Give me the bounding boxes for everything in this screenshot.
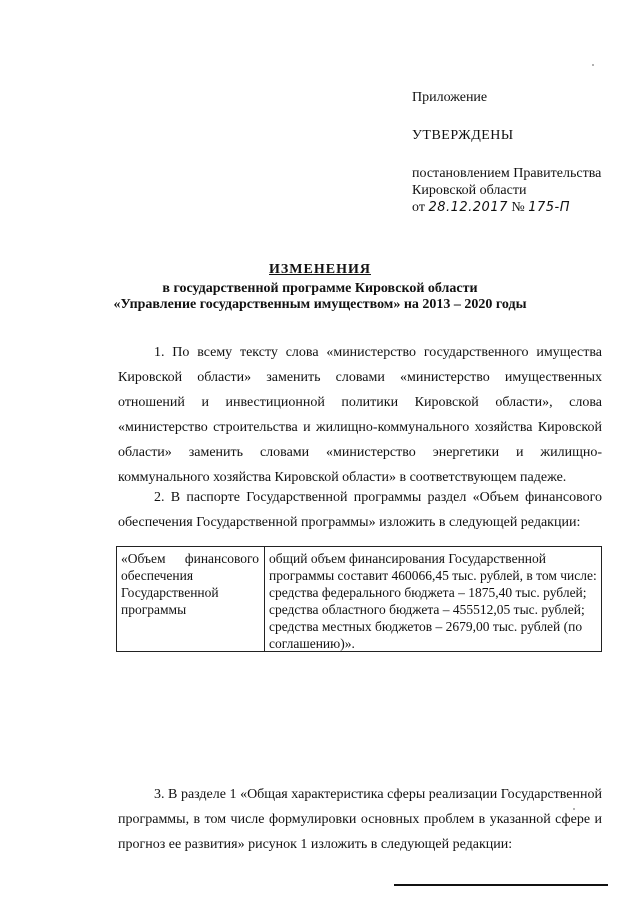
financing-table-values bbox=[269, 550, 599, 652]
financing-federal: средства федерального бюджета – 1875,40 тыс. рублей; bbox=[269, 585, 587, 600]
paragraph-2: 2. В паспорте Государственной программы раздел «Объем финансового обеспечения Государственной программы» изложить в следующей редакции: bbox=[118, 490, 602, 530]
approved-label: УТВЕРЖДЕНЫ bbox=[412, 128, 514, 143]
document-subtitle-1: в государственной программе Кировской области bbox=[162, 281, 478, 296]
appendix-label: Приложение bbox=[412, 90, 488, 105]
paragraph-1: 1. По всему тексту слова «министерство государственного имущества Кировской области» заменить словами «министерство имущественных отношений и инвестиционной политики Кировской области», слова «министерство строительства и жилищно-коммунального хозяйства Кировской области» заменить словами «министерство энергетики и жилищно-коммунального хозяйства Кировской области» в соответствующем падеже. bbox=[118, 345, 602, 485]
date-prefix: от bbox=[412, 200, 425, 215]
approval-block bbox=[412, 89, 622, 216]
financing-regional: средства областного бюджета – 455512,05 тыс. рублей; bbox=[269, 602, 585, 617]
financing-total: общий объем финансирования Государственной программы составит 460066,45 тыс. рублей, в том числе: bbox=[269, 551, 597, 583]
handwritten-date: 28.12.2017 bbox=[428, 200, 508, 215]
bottom-rule bbox=[394, 884, 608, 886]
document-subtitle-2: «Управление государственным имуществом» на 2013 – 2020 годы bbox=[113, 297, 527, 312]
scan-speck bbox=[573, 808, 575, 810]
financing-local: средства местных бюджетов – 2679,00 тыс. рублей (по соглашению)». bbox=[269, 619, 583, 651]
decree-line-1: постановлением Правительства bbox=[412, 166, 602, 181]
financing-table-label: «Объем финансового обеспечения Государственной программы bbox=[121, 551, 259, 617]
handwritten-number: 175-П bbox=[528, 200, 571, 215]
paragraph-3: 3. В разделе 1 «Общая характеристика сферы реализации Государственной программы, в том числе формулировки основных проблем в указанной сфере и прогноз ее развития» рисунок 1 изложить в следующей редакции: bbox=[118, 787, 602, 852]
document-title: ИЗМЕНЕНИЯ bbox=[269, 262, 371, 277]
decree-line-2: Кировской области bbox=[412, 183, 527, 198]
decree-date-line bbox=[412, 199, 622, 216]
number-prefix: № bbox=[511, 200, 525, 215]
financing-table bbox=[116, 546, 602, 652]
table-divider bbox=[264, 547, 265, 651]
scan-speck bbox=[592, 64, 594, 66]
